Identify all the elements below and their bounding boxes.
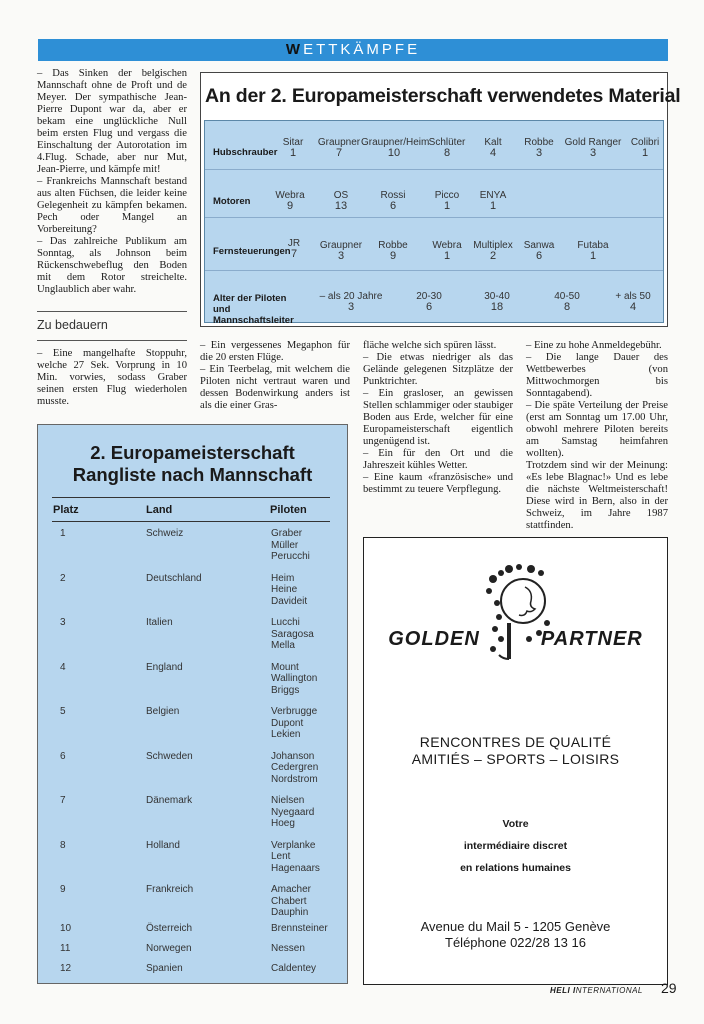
section-initial: W: [285, 41, 304, 58]
table-cell: Picco 1: [434, 190, 460, 212]
rank-country: Österreich: [146, 922, 193, 934]
table-cell: – als 20 Jahre 3: [319, 291, 383, 313]
rank-place: 10: [60, 922, 72, 934]
subheading: Zu bedauern: [37, 318, 108, 332]
rank-country: Belgien: [146, 706, 180, 717]
rank-pilot: Lucchi: [271, 617, 300, 628]
rank-pilot: Verbrugge: [271, 706, 318, 717]
paragraph: – Eine kaum «französische» und bestimmt zu teuere Verpflegung.: [363, 472, 513, 495]
paragraph: – Die etwas niedriger als das Gelände gelegenen Sitzplätze der Punktrichter.: [363, 352, 513, 387]
rank-pilot: Nyegaard: [271, 806, 315, 818]
section-name: ETTKÄMPFE: [303, 41, 421, 58]
column-four: [526, 340, 668, 532]
ranking-title: [37, 442, 348, 486]
rank-pilot: Verplanke: [271, 839, 316, 851]
rank-country: Holland: [146, 839, 180, 851]
table-cell: Graupner 3: [319, 240, 363, 262]
table-cell: 20-30 6: [416, 291, 442, 313]
column-three: [363, 340, 513, 496]
table-cell: Sitar 1: [282, 137, 304, 159]
paragraph: – Die lange Dauer des Wettbewerbes (von Mittwochmorgen bis Sonntagabend).: [526, 352, 668, 399]
rank-place: 7: [60, 795, 66, 806]
table-cell: Futaba 1: [577, 240, 609, 262]
divider: [37, 311, 187, 312]
rank-pilot: Hagenaars: [271, 862, 320, 874]
rank-country: Frankreich: [146, 884, 194, 895]
table-cell: Multiplex 2: [473, 240, 513, 262]
page-number: 29: [661, 980, 677, 996]
brand-logo: [364, 628, 667, 651]
row-label: Fernsteuerungen: [213, 246, 291, 257]
rank-pilot: Amacher: [271, 884, 312, 895]
rank-pilot: Heine: [271, 584, 298, 595]
table-cell: Rossi 6: [380, 190, 406, 212]
row-label: Hubschrauber: [213, 147, 278, 158]
rank-pilot: Brennsteiner: [271, 922, 328, 934]
rank-country: Deutschland: [146, 572, 202, 584]
ad-phone: Téléphone 022/28 13 16: [445, 935, 586, 950]
middle-column: [200, 340, 350, 412]
paragraph: – Das Sinken der belgischen Mannschaft ohne de Proft und de Meyer. Der sympathische Jean-Pierre Dupont war da, aber er bekam eine unglückliche Null beim ersten Flug und vergass die Einschaltung der Autorotation im 4.Flug. Schade, aber nur Mut, Jean-Pierre, und kämpfe mit!: [37, 68, 187, 175]
rank-place: 2: [60, 572, 66, 584]
rank-pilot: Dupont: [271, 717, 304, 729]
table-row: [205, 170, 663, 218]
rank-pilot: Mella: [271, 640, 295, 651]
rank-place: 5: [60, 706, 66, 717]
table-row: [205, 121, 663, 170]
brand-left: GOLDEN: [388, 628, 480, 650]
rank-pilot: Nessen: [271, 942, 305, 954]
brand-right: PARTNER: [540, 628, 643, 650]
paragraph: – Ein Teerbelag, mit welchem die Piloten nicht vertraut waren und dessen Bodenwirkung anders ist als die einer Gras-: [200, 364, 350, 411]
rank-country: Dänemark: [146, 795, 193, 806]
advertisement: [363, 537, 668, 985]
row-label: Alter der Piloten und Mannschaftsleiter: [213, 293, 294, 326]
paragraph: Trotzdem sind wir der Meinung: «Es lebe Blagnac!» Und es lebe die nächste Weltmeisterschaft! Diese wird in Bern, also in der Schweiz, im Jahre 1987 stattfinden.: [526, 460, 668, 531]
paragraph: – Ein vergessenes Megaphon für die 20 ersten Flüge.: [200, 340, 350, 363]
header-pilots: Piloten: [270, 504, 307, 516]
magazine-name: HELI INTERNATIONAL: [550, 986, 643, 995]
divider: [37, 340, 187, 341]
rank-pilot: Mount: [271, 661, 299, 673]
rank-country: Schweden: [146, 750, 193, 762]
rank-pilot: Dauphin: [271, 907, 309, 918]
rank-pilot: Cedergren: [271, 762, 319, 773]
table-cell: Robbe 3: [524, 137, 554, 159]
rank-pilot: Nordstrom: [271, 773, 318, 785]
paragraph: – Eine mangelhafte Stoppuhr, welche 27 Sek. Vorprung in 10 Min. vorwies, sodass Graber seinen ersten Flug wiederholen musste.: [37, 348, 187, 407]
rank-place: 9: [60, 884, 66, 895]
rank-pilot: Hoeg: [271, 818, 295, 829]
rank-place: 8: [60, 839, 66, 851]
rank-pilot: Nielsen: [271, 795, 305, 806]
rank-place: 11: [60, 942, 71, 954]
section-banner: [38, 39, 668, 61]
rank-place: 3: [60, 617, 66, 628]
table-cell: Kalt 4: [484, 137, 502, 159]
rank-pilot: Lent: [271, 851, 291, 862]
paragraph: – Ein für den Ort und die Jahreszeit kühles Wetter.: [363, 448, 513, 471]
rank-pilot: Müller: [271, 539, 299, 551]
table-cell: Schlüter 8: [428, 137, 466, 159]
paragraph: – Eine zu hohe Anmeldegebühr.: [526, 340, 662, 351]
table-cell: ENYA 1: [479, 190, 507, 212]
rank-pilot: Saragosa: [271, 628, 314, 640]
ranking-title-line: 2. Europameisterschaft: [90, 442, 295, 463]
divider: [52, 521, 330, 522]
table-row: [205, 218, 663, 271]
table-cell: JR 7: [287, 238, 301, 260]
rank-pilot: Caldentey: [271, 962, 317, 974]
ad-line: en relations humaines: [460, 862, 571, 874]
ad-line: RENCONTRES DE QUALITÉ: [419, 734, 612, 750]
rank-country: Italien: [146, 617, 173, 628]
table-cell: Colibri 1: [630, 137, 660, 159]
rank-pilot: Lekien: [271, 729, 301, 740]
rank-pilot: Graber: [271, 528, 303, 539]
table-cell: OS 13: [333, 190, 349, 212]
ad-line: intermédiaire discret: [463, 840, 568, 852]
paragraph: – Das zahlreiche Publikum am Sonntag, als Johnson beim Rückenschwebeflug den Boden mit dem Rotor streichelte. Unglaublich aber wahr.: [37, 236, 187, 295]
table-cell: Webra 9: [275, 190, 305, 212]
left-column: [37, 68, 187, 296]
rank-place: 1: [60, 528, 66, 539]
table-cell: Robbe 9: [378, 240, 408, 262]
ad-line: Votre: [502, 818, 529, 830]
material-title: An der 2. Europameisterschaft verwendetes Material: [205, 85, 681, 107]
ad-address: Avenue du Mail 5 - 1205 Genève: [420, 919, 611, 934]
row-label: Motoren: [213, 196, 251, 207]
table-cell: Graupner 7: [317, 137, 361, 159]
paragraph: – Die späte Verteilung der Preise (erst am Sonntag um 17.00 Uhr, obwohl mehrere Piloten bereits am Samstag heimfahren wollten).: [526, 400, 668, 459]
rank-pilot: Heim: [271, 572, 295, 584]
rank-country: Spanien: [146, 962, 183, 974]
header-country: Land: [146, 504, 173, 516]
paragraph: – Frankreichs Mannschaft bestand aus alten Füchsen, die leider keine Gelegenheit zu kämpfen bekamen. Pech oder Mangel an Vorbereitung?: [37, 176, 187, 235]
table-cell: Gold Ranger 3: [564, 137, 622, 159]
rank-pilot: Johanson: [271, 750, 315, 762]
material-table: [204, 120, 664, 326]
rank-pilot: Davideit: [271, 595, 308, 607]
paragraph: – Ein grasloser, an gewissen Stellen schlammiger oder staubiger Boden aus Erde, welcher für eine Europameisterschaft eigentlich ungenügend ist.: [363, 388, 513, 447]
table-cell: 40-50 8: [554, 291, 580, 313]
divider: [52, 497, 330, 498]
rank-country: Norwegen: [146, 942, 192, 954]
rank-pilot: Chabert: [271, 895, 307, 907]
ranking-title-line: Rangliste nach Mannschaft: [72, 464, 313, 485]
rank-pilot: Wallington: [271, 673, 318, 684]
rank-place: 12: [60, 962, 72, 974]
rank-place: 6: [60, 750, 66, 762]
table-cell: Graupner/Heim 10: [361, 137, 430, 159]
table-cell: Sanwa 6: [523, 240, 555, 262]
ad-line: AMITIÉS – SPORTS – LOISIRS: [411, 751, 620, 767]
header-place: Platz: [53, 504, 79, 516]
rank-country: Schweiz: [146, 528, 184, 539]
table-cell: + als 50 4: [615, 291, 651, 313]
table-cell: Webra 1: [432, 240, 462, 262]
paragraph: fläche welche sich spüren lässt.: [363, 340, 497, 351]
rank-pilot: Briggs: [271, 684, 300, 696]
rank-pilot: Perucchi: [271, 551, 310, 562]
table-cell: 30-40 18: [484, 291, 510, 313]
rank-country: England: [146, 661, 183, 673]
rank-place: 4: [60, 661, 66, 673]
table-row: [205, 271, 663, 324]
